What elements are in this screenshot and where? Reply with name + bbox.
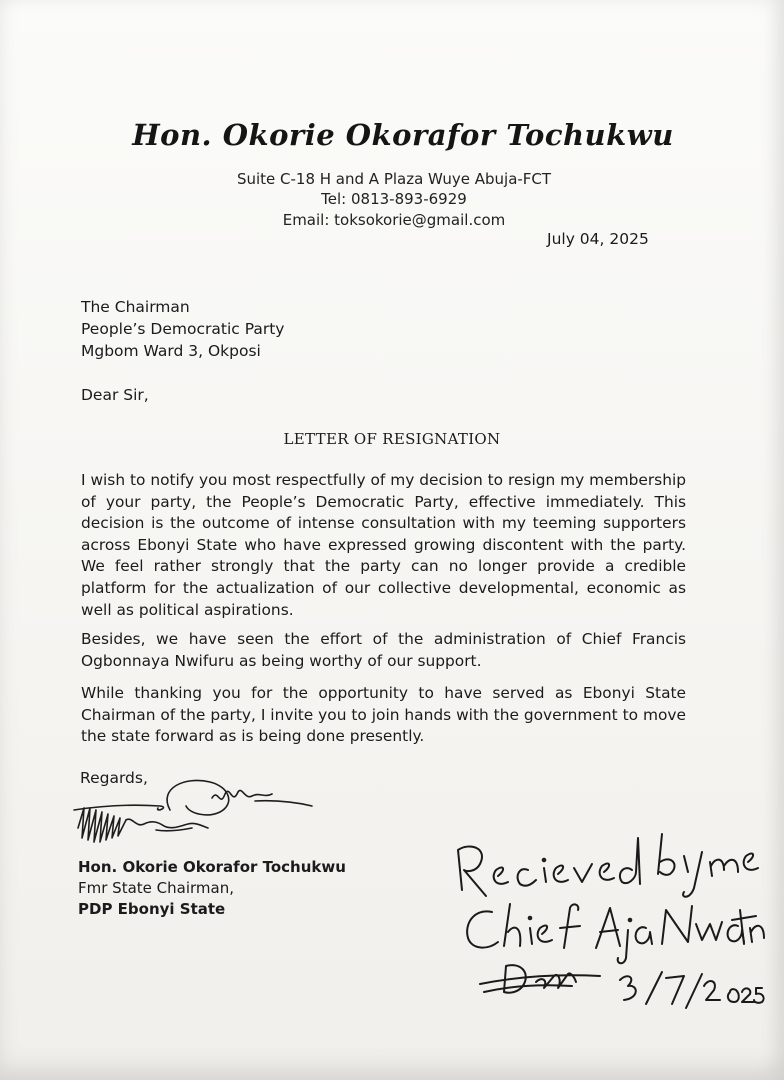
letter-date: July 04, 2025 — [547, 230, 649, 248]
letterhead-tel: Tel: 0813-893-6929 — [321, 190, 467, 208]
signatory-block — [78, 857, 346, 920]
signatory-name: Hon. Okorie Okorafor Tochukwu — [78, 858, 346, 876]
recipient-line: The Chairman — [81, 298, 190, 316]
body-paragraph: While thanking you for the opportunity to have served as Ebonyi State Chairman of the party, I invite you to join hands with the government to move the state forward as is being done presently. — [81, 684, 686, 746]
received-handwriting — [440, 812, 770, 1022]
closing: Regards, — [80, 769, 148, 787]
signatory-title: Fmr State Chairman, — [78, 879, 234, 897]
letterhead-email: Email: toksokorie@gmail.com — [282, 211, 506, 229]
subject-heading: LETTER OF RESIGNATION — [283, 430, 501, 448]
body-paragraph: Besides, we have seen the effort of the administration of Chief Francis Ogbonnaya Nwifuru as being worthy of our support. — [81, 630, 686, 670]
recipient-line: People’s Democratic Party — [81, 320, 285, 338]
letterhead-name: Hon. Okorie Okorafor Tochukwu — [132, 118, 674, 152]
letterhead-address: Suite C-18 H and A Plaza Wuye Abuja-FCT — [236, 170, 552, 188]
recipient-block — [81, 296, 284, 362]
recipient-line: Mgbom Ward 3, Okposi — [81, 342, 261, 360]
received-note — [0, 0, 1, 1]
salutation: Dear Sir, — [81, 386, 149, 404]
signature-scribble — [60, 768, 320, 863]
body-paragraph: I wish to notify you most respectfully of my decision to resign my membership of your party, the People’s Democratic Party, effective immediately. This decision is the outcome of intense consultation with my teeming supporters across Ebonyi State who have expressed growing discontent with the party. We feel rather strongly that the party can no longer provide a credible platform for the actualization of our collective developmental, economic as well as political aspirations. — [81, 471, 686, 619]
signatory-org: PDP Ebonyi State — [78, 900, 226, 918]
